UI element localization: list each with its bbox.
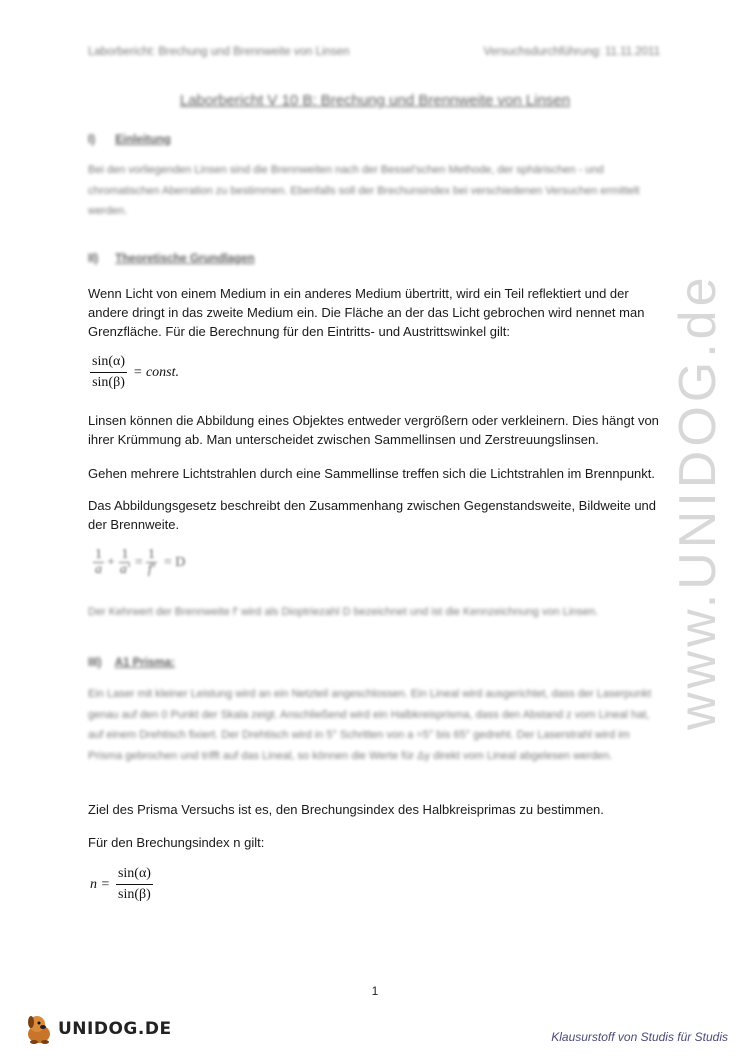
formula-denominator: sin(β) xyxy=(92,375,125,390)
unidog-logo xyxy=(22,1012,172,1046)
paragraph-brechung: Wenn Licht von einem Medium in ein anderes Medium übertritt, wird ein Teil reflektiert und der andere dringt in das zweite Medium ein. Die Fläche an der das Licht gebrochen wird nennet man Grenzfläche. Für die Berechnung für den Eintritts- und Austrittswinkel gilt: xyxy=(88,286,645,339)
formula-fraction xyxy=(146,548,157,577)
paragraph-brechungsindex: Für den Brechungsindex n gilt: xyxy=(88,835,265,850)
formula-abbildungsgesetz xyxy=(90,548,185,577)
section-label: A1 Prisma: xyxy=(114,657,175,669)
section-heading-einleitung xyxy=(88,134,171,146)
section-label: Einleitung xyxy=(115,134,171,146)
paragraph-ziel: Ziel des Prisma Versuchs ist es, den Brechungsindex des Halbkreisprimas zu bestimmen. xyxy=(88,802,604,817)
formula-fraction xyxy=(90,354,127,391)
header-right: Versuchsdurchführung: 11.11.2011 xyxy=(483,46,660,58)
formula-denominator: a' xyxy=(119,562,130,577)
formula-snellius xyxy=(90,354,185,391)
formula-denominator: a xyxy=(95,562,102,577)
formula-numerator: 1 xyxy=(147,547,155,562)
footer-tagline: Klausurstoff von Studis für Studis xyxy=(551,1030,728,1044)
page-number: 1 xyxy=(371,984,379,998)
section-label: Theoretische Grundlagen xyxy=(115,253,255,265)
formula-rhs: = D xyxy=(163,554,186,570)
formula-lhs: n = xyxy=(90,876,110,892)
logo-text: UNIDOG.DE xyxy=(58,1019,172,1039)
page-title: Laborbericht V 10 B: Brechung und Brennweite von Linsen xyxy=(179,92,571,109)
intro-paragraph: Bei den vorliegenden Linsen sind die Brennweiten nach der Bessel'schen Methode, der sphärischen - und chromatischen Aberration zu bestimmen. Ebenfalls soll der Brechunsindex bei verschiedenen Versuchen ermittelt werden. xyxy=(88,164,640,217)
dog-icon xyxy=(22,1012,56,1046)
section-number: III) xyxy=(88,657,102,669)
formula-operator: = xyxy=(134,554,143,570)
formula-numerator: 1 xyxy=(95,547,102,562)
section-heading-grundlagen xyxy=(88,253,255,265)
formula-numerator: sin(α) xyxy=(90,354,127,373)
section-number: II) xyxy=(88,253,99,265)
paragraph-linsen: Linsen können die Abbildung eines Objektes entweder vergrößern oder verkleinern. Dies hängt von ihrer Krümmung ab. Man unterscheidet zwischen Sammellinsen und Zerstreuungslinsen. xyxy=(88,413,659,447)
section-number: I) xyxy=(88,134,96,146)
formula-fraction xyxy=(116,866,153,903)
section-heading-prisma xyxy=(88,657,175,669)
formula-denominator: sin(β) xyxy=(118,887,151,902)
formula-numerator: 1 xyxy=(121,547,129,562)
formula-brechungsindex xyxy=(90,866,153,903)
paragraph-brennpunkt: Gehen mehrere Lichtstrahlen durch eine Sammellinse treffen sich die Lichtstrahlen im Brennpunkt. xyxy=(88,466,656,481)
paragraph-prisma-aufbau: Ein Laser mit kleiner Leistung wird an ein Netzteil angeschlossen. Ein Lineal wird ausgerichtet, dass der Laserpunkt genau auf den 0 Punkt der Skala zeigt. Anschließend wird ein Halbkreisprisma, dass den Abstand z vom Lineal hat, auf einem Drehtisch fixiert. Der Drehtisch wird in 5° Schritten von a =5° bis 65° gedreht. Der Laserstrahl wird im Prisma gebrochen und trifft auf das Lineal, so können die Werte für Δy direkt vom Lineal abgelesen werden. xyxy=(88,688,652,762)
watermark: www.UNIDOG.de xyxy=(669,273,727,730)
formula-numerator: sin(α) xyxy=(116,866,153,885)
formula-rhs: = const. xyxy=(133,364,179,380)
formula-operator: + xyxy=(107,554,115,570)
formula-denominator: f' xyxy=(147,562,155,577)
paragraph-kehrwert: Der Kehrwert der Brennweite f' wird als Dioptriezahl D bezeichnet und ist die Kennzeichnung von Linsen. xyxy=(88,606,599,618)
formula-fraction xyxy=(93,548,104,577)
formula-fraction xyxy=(118,548,132,577)
header-left: Laborbericht: Brechung und Brennweite von Linsen xyxy=(88,46,350,58)
paragraph-abbildungsgesetz: Das Abbildungsgesetz beschreibt den Zusammenhang zwischen Gegenstandsweite, Bildweite und der Brennweite. xyxy=(88,498,657,532)
